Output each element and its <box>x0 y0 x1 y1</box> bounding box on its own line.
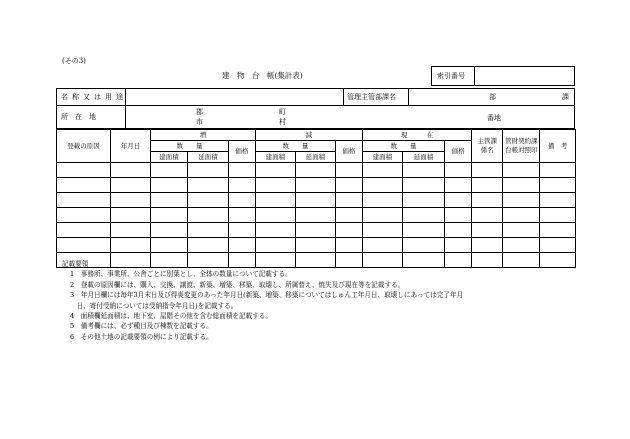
header-increase-quantity: 数 量 <box>151 141 229 152</box>
table-cell[interactable] <box>503 163 540 178</box>
table-cell[interactable] <box>362 223 402 238</box>
table-cell[interactable] <box>472 238 503 253</box>
table-cell[interactable] <box>151 208 188 223</box>
table-cell[interactable] <box>402 223 444 238</box>
table-cell[interactable] <box>111 178 151 193</box>
note-2: 2 登載の原因欄には、購入、交換、譲渡、新築、増築、移築、取壊し、所属替え、焼失及び現在等を記載する。 <box>70 280 405 289</box>
table-cell[interactable] <box>540 178 576 193</box>
table-cell[interactable] <box>187 178 228 193</box>
table-cell[interactable] <box>335 238 362 253</box>
gun-label: 郡 <box>196 108 203 116</box>
table-row <box>57 193 576 208</box>
table-cell[interactable] <box>111 223 151 238</box>
notes-section <box>62 259 463 342</box>
name-use-row <box>56 88 575 106</box>
ka-label: 課 <box>562 93 569 101</box>
table-cell[interactable] <box>151 193 188 208</box>
table-cell[interactable] <box>402 238 444 253</box>
bu-label: 部 <box>489 93 496 101</box>
table-cell[interactable] <box>540 253 576 268</box>
table-cell[interactable] <box>255 178 295 193</box>
table-cell[interactable] <box>503 223 540 238</box>
table-cell[interactable] <box>540 223 576 238</box>
header-increase-floor-area: 延面積 <box>187 152 228 163</box>
table-cell[interactable] <box>362 193 402 208</box>
table-cell[interactable] <box>295 223 335 238</box>
header-decrease-building-area: 建面積 <box>255 152 295 163</box>
table-cell[interactable] <box>472 193 503 208</box>
table-cell[interactable] <box>503 178 540 193</box>
header-present-floor-area: 延面積 <box>402 152 444 163</box>
document-title: 建 物 台 帳(集計表) <box>222 71 303 80</box>
shi-label: 市 <box>196 118 203 126</box>
location-label: 所 在 地 <box>61 113 96 121</box>
table-cell[interactable] <box>362 178 402 193</box>
page-label: (その3) <box>62 57 86 65</box>
table-cell[interactable] <box>540 193 576 208</box>
table-cell[interactable] <box>445 178 472 193</box>
table-cell[interactable] <box>151 163 188 178</box>
table-cell[interactable] <box>503 238 540 253</box>
note-3-continued: 日、寄付受納については受納指令年月日)を記載する。 <box>70 301 238 310</box>
table-cell[interactable] <box>472 223 503 238</box>
index-number-box <box>431 66 575 86</box>
header-admin-section: 主管課係名 <box>472 130 503 163</box>
table-cell[interactable] <box>295 193 335 208</box>
table-cell[interactable] <box>445 193 472 208</box>
header-decrease: 減 <box>255 130 362 141</box>
notes-heading: 記載要領 <box>62 260 89 268</box>
table-cell[interactable] <box>151 178 188 193</box>
table-cell[interactable] <box>362 208 402 223</box>
table-cell[interactable] <box>228 163 255 178</box>
table-cell[interactable] <box>445 238 472 253</box>
table-cell[interactable] <box>503 208 540 223</box>
register-table <box>56 129 576 268</box>
table-cell[interactable] <box>362 238 402 253</box>
note-4: 4 面積欄延面積は、地下室、屋階その他を含む総面積を記載する。 <box>70 312 273 321</box>
dept-label: 管理主管部課名 <box>347 93 396 101</box>
table-cell[interactable] <box>402 208 444 223</box>
table-cell[interactable] <box>255 193 295 208</box>
table-cell[interactable] <box>335 163 362 178</box>
mura-label: 村 <box>279 118 286 126</box>
machi-label: 町 <box>279 108 286 116</box>
note-6: 6 その他土地の記載要領の例により記載する。 <box>70 332 213 341</box>
table-cell[interactable] <box>228 193 255 208</box>
table-cell[interactable] <box>402 178 444 193</box>
table-cell[interactable] <box>540 163 576 178</box>
note-1: 1 事務所、事業所、公舎ごとに別葉とし、全体の数量について記載する。 <box>70 270 292 279</box>
table-cell[interactable] <box>472 253 503 268</box>
table-cell[interactable] <box>445 208 472 223</box>
header-present-quantity: 数 量 <box>362 141 444 152</box>
table-cell[interactable] <box>295 208 335 223</box>
table-row <box>57 163 576 178</box>
table-cell[interactable] <box>335 193 362 208</box>
header-present-building-area: 建面積 <box>362 152 402 163</box>
table-cell[interactable] <box>111 208 151 223</box>
table-row <box>57 178 576 193</box>
table-cell[interactable] <box>228 238 255 253</box>
table-cell[interactable] <box>111 238 151 253</box>
table-cell[interactable] <box>472 163 503 178</box>
table-cell[interactable] <box>187 193 228 208</box>
table-cell[interactable] <box>111 193 151 208</box>
table-cell[interactable] <box>445 223 472 238</box>
table-cell[interactable] <box>295 178 335 193</box>
table-row <box>57 208 576 223</box>
table-cell[interactable] <box>295 163 335 178</box>
table-cell[interactable] <box>402 193 444 208</box>
table-cell[interactable] <box>335 223 362 238</box>
header-present-price: 価格 <box>445 141 472 163</box>
table-cell[interactable] <box>255 208 295 223</box>
header-remarks: 備 考 <box>540 130 576 163</box>
table-cell[interactable] <box>503 253 540 268</box>
table-cell[interactable] <box>57 223 111 238</box>
table-cell[interactable] <box>335 208 362 223</box>
table-row <box>57 223 576 238</box>
header-present: 現 在 <box>362 130 471 141</box>
header-decrease-floor-area: 延面積 <box>295 152 335 163</box>
table-cell[interactable] <box>111 163 151 178</box>
table-cell[interactable] <box>57 238 111 253</box>
header-contract: 管財契約課台帳対照印 <box>503 130 540 163</box>
table-cell[interactable] <box>57 208 111 223</box>
table-cell[interactable] <box>187 208 228 223</box>
header-increase-building-area: 建面積 <box>151 152 188 163</box>
table-cell[interactable] <box>228 208 255 223</box>
table-cell[interactable] <box>187 238 228 253</box>
table-cell[interactable] <box>503 193 540 208</box>
table-cell[interactable] <box>228 178 255 193</box>
header-decrease-quantity: 数 量 <box>255 141 335 152</box>
header-increase-price: 価格 <box>228 141 255 163</box>
table-cell[interactable] <box>57 178 111 193</box>
table-cell[interactable] <box>57 193 111 208</box>
table-cell[interactable] <box>255 223 295 238</box>
table-cell[interactable] <box>255 238 295 253</box>
table-cell[interactable] <box>57 163 111 178</box>
table-cell[interactable] <box>335 178 362 193</box>
table-cell[interactable] <box>445 163 472 178</box>
table-cell[interactable] <box>228 223 255 238</box>
banchi-label: 番地 <box>487 114 501 122</box>
table-cell[interactable] <box>402 163 444 178</box>
name-use-label: 名称又は用途 <box>61 93 127 101</box>
table-cell[interactable] <box>255 163 295 178</box>
table-cell[interactable] <box>187 223 228 238</box>
header-decrease-price: 価格 <box>335 141 362 163</box>
table-cell[interactable] <box>151 223 188 238</box>
note-5: 5 備考欄には、必ず種目及び棟数を記載する。 <box>70 322 213 331</box>
index-number-label: 索引番号 <box>437 72 465 80</box>
table-cell[interactable] <box>151 238 188 253</box>
table-cell[interactable] <box>362 163 402 178</box>
table-cell[interactable] <box>472 208 503 223</box>
location-row <box>56 105 575 129</box>
table-cell[interactable] <box>540 238 576 253</box>
table-row <box>57 238 576 253</box>
header-date: 年月日 <box>111 130 151 163</box>
table-cell[interactable] <box>540 208 576 223</box>
note-3: 3 年月日欄には毎年3月末日及び得喪変更のあった年月日(新築、増築、移築についてはしゅん工年月日、取壊しにあっては完了年月 <box>70 291 464 300</box>
header-reason: 登載の原因 <box>57 130 111 163</box>
table-cell[interactable] <box>295 238 335 253</box>
header-increase: 増 <box>151 130 256 141</box>
table-cell[interactable] <box>472 178 503 193</box>
table-cell[interactable] <box>187 163 228 178</box>
